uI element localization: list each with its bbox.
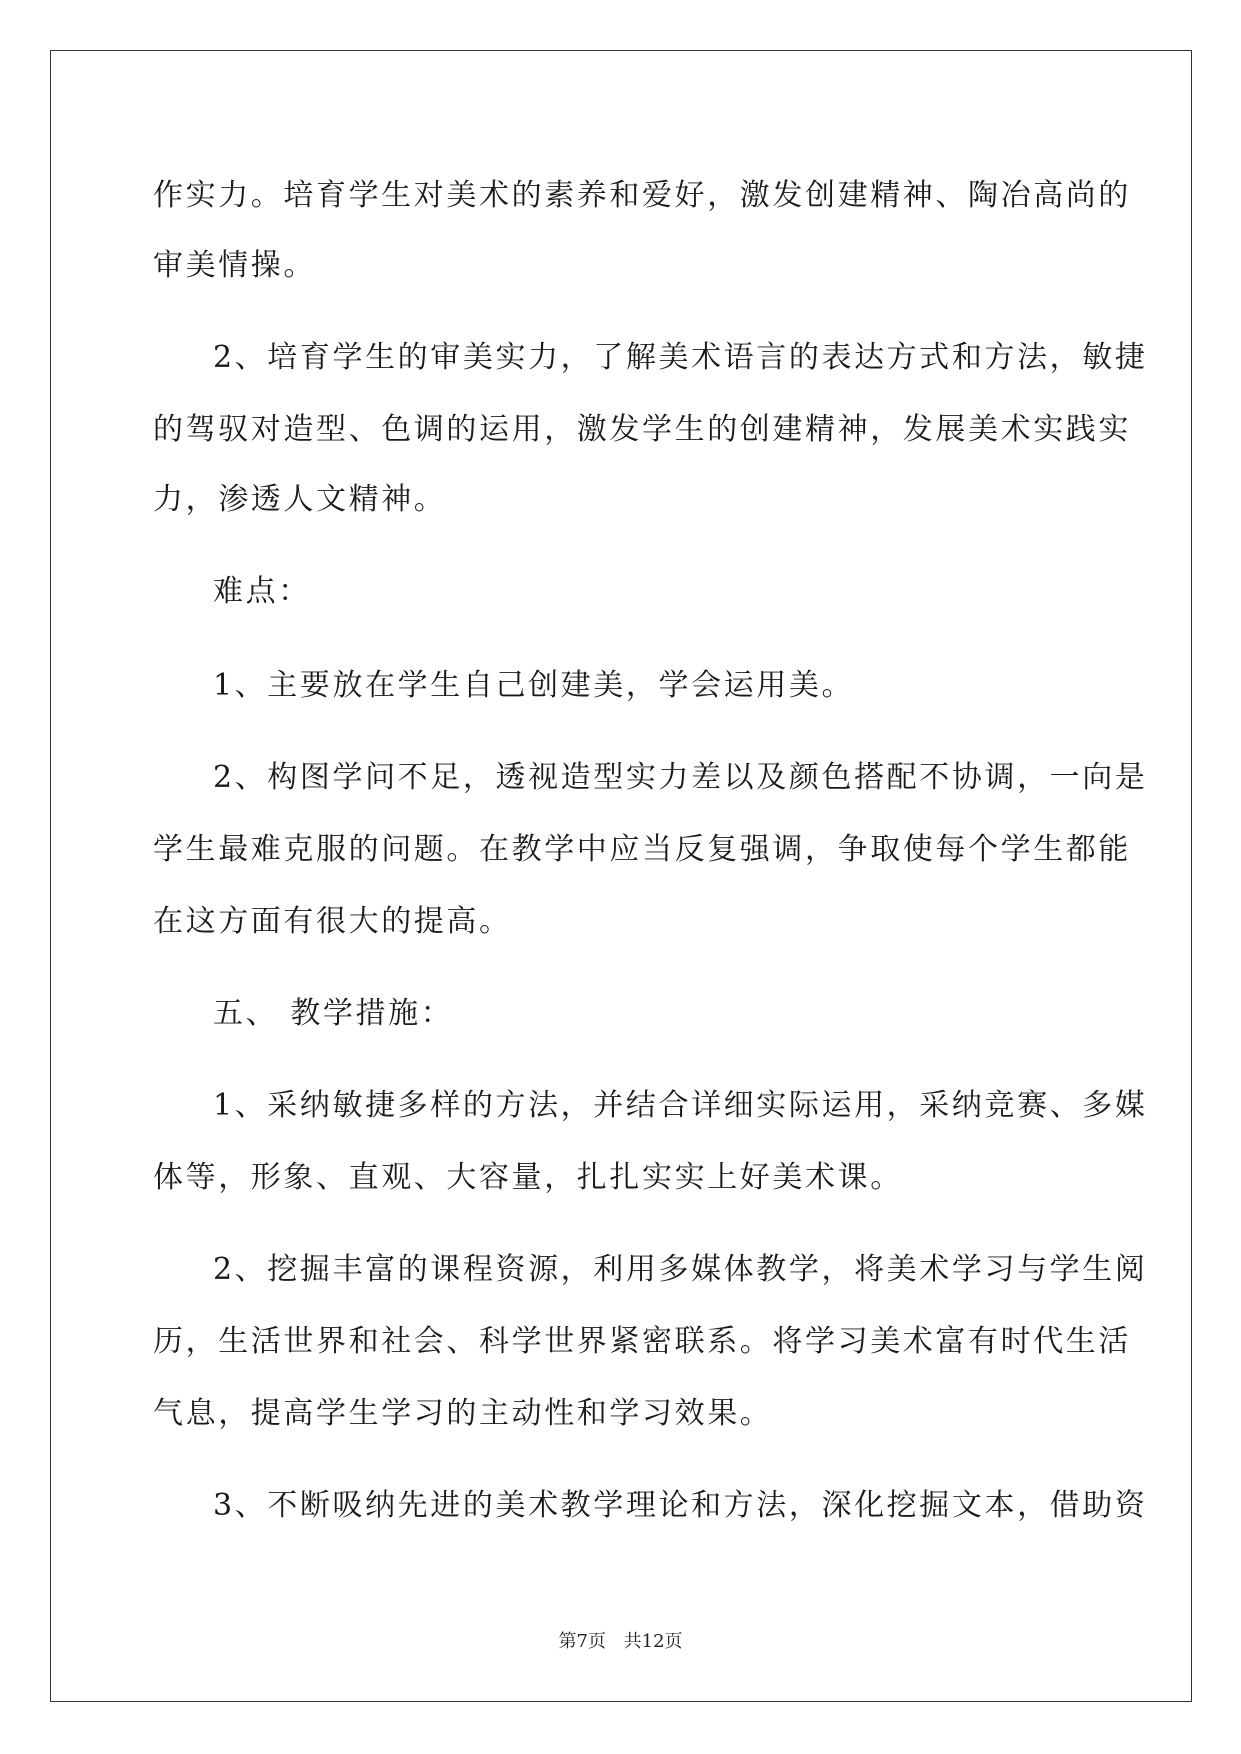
page-number: 第7页 xyxy=(558,1631,606,1652)
page-border xyxy=(50,50,1192,1702)
text-line: 学生最难克服的问题。在教学中应当反复强调，争取使每个学生都能 xyxy=(153,832,1131,867)
text-line: 1、主要放在学生自己创建美，学会运用美。 xyxy=(213,668,855,703)
text-line: 2、构图学问不足，透视造型实力差以及颜色搭配不协调，一向是 xyxy=(213,760,1148,795)
section-heading: 五、 教学措施： xyxy=(213,996,454,1031)
text-line: 的驾驭对造型、色调的运用，激发学生的创建精神，发展美术实践实 xyxy=(153,412,1131,447)
text-line: 3、不断吸纳先进的美术教学理论和方法，深化挖掘文本，借助资 xyxy=(213,1488,1148,1523)
text-line: 2、挖掘丰富的课程资源，利用多媒体教学，将美术学习与学生阅 xyxy=(213,1252,1148,1287)
text-line: 在这方面有很大的提高。 xyxy=(153,904,512,939)
text-line: 历，生活世界和社会、科学世界紧密联系。将学习美术富有时代生活 xyxy=(153,1324,1131,1359)
text-line: 体等，形象、直观、大容量，扎扎实实上好美术课。 xyxy=(153,1160,903,1195)
section-heading: 难点： xyxy=(213,574,311,609)
page-total: 共12页 xyxy=(623,1631,683,1652)
text-line: 1、采纳敏捷多样的方法，并结合详细实际运用，采纳竞赛、多媒 xyxy=(213,1088,1148,1123)
page-footer xyxy=(0,1630,1241,1654)
text-line: 气息，提高学生学习的主动性和学习效果。 xyxy=(153,1396,773,1431)
text-line: 审美情操。 xyxy=(153,248,316,283)
text-line: 力，渗透人文精神。 xyxy=(153,482,447,517)
text-line: 2、培育学生的审美实力，了解美术语言的表达方式和方法，敏捷 xyxy=(213,340,1148,375)
text-line: 作实力。培育学生对美术的素养和爱好，激发创建精神、陶冶高尚的 xyxy=(153,178,1131,213)
